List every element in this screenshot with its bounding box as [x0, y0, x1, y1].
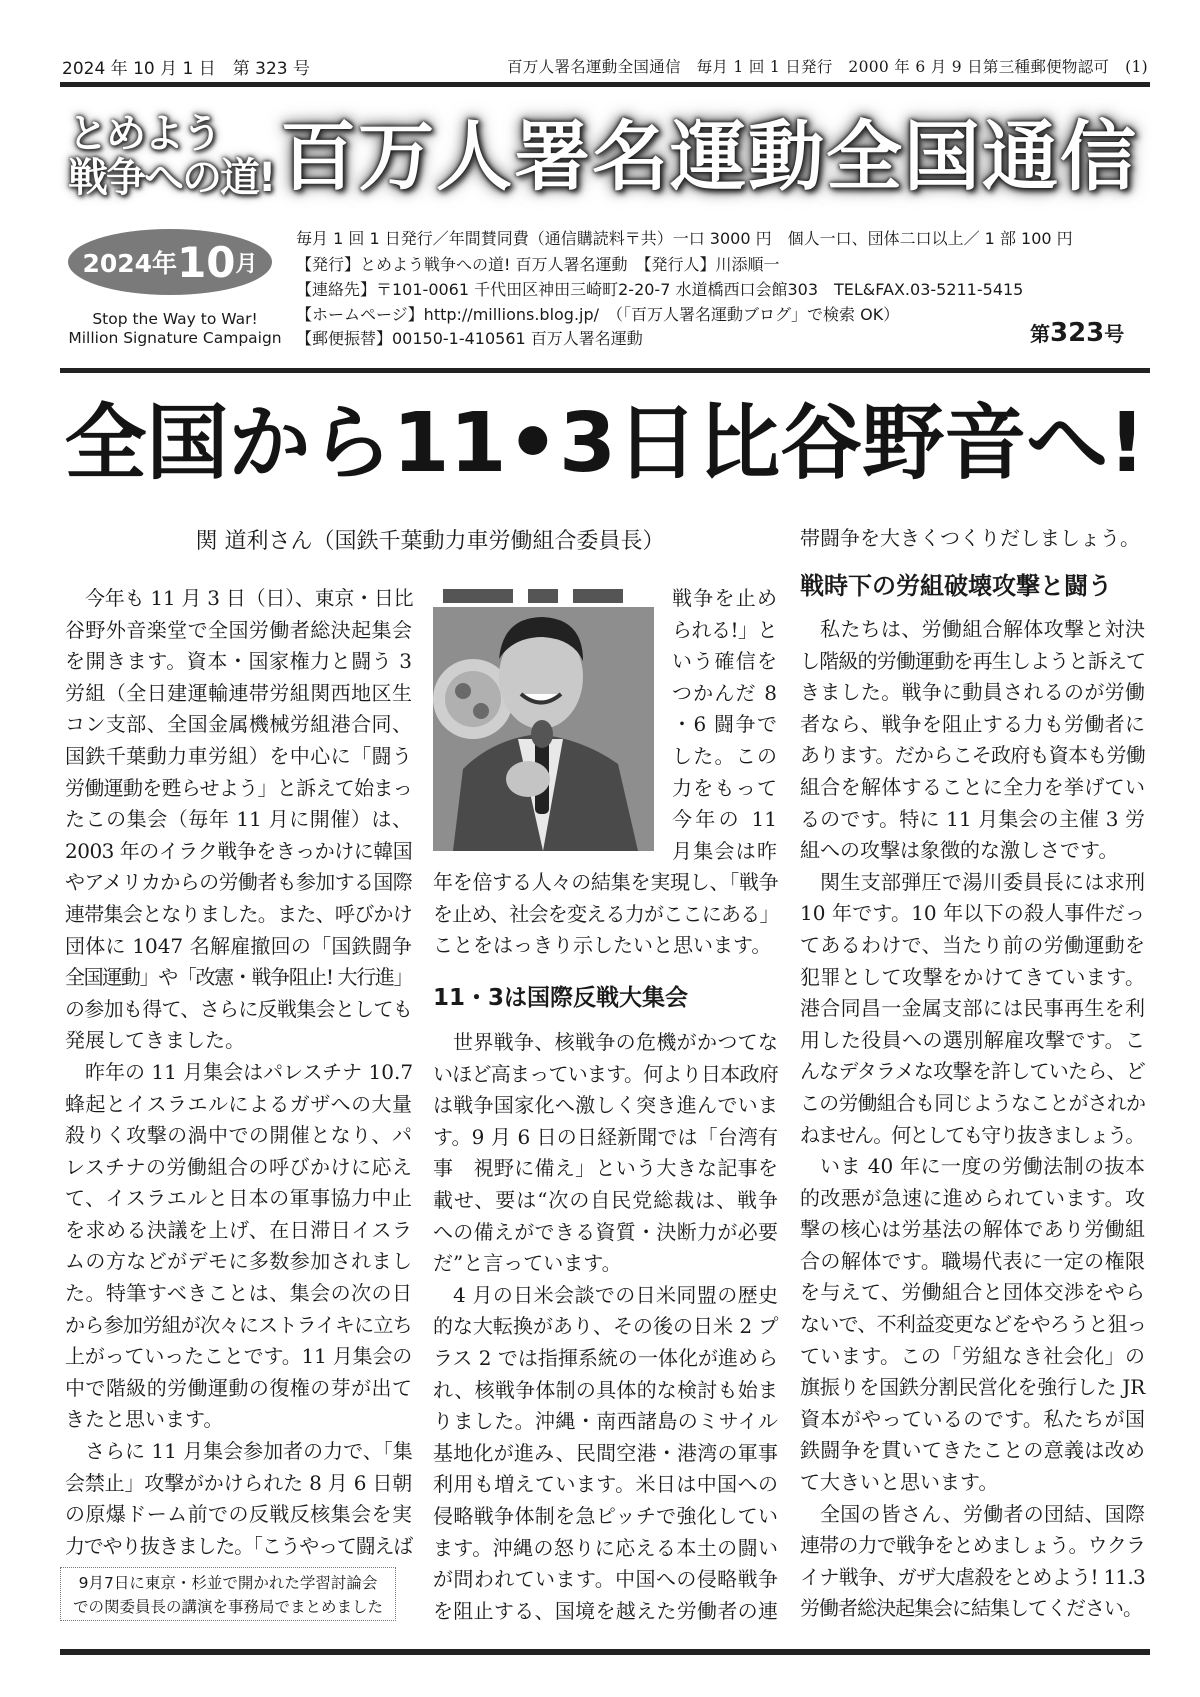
text-line: 旗振りを国鉄分割民営化を強行した JR [800, 1375, 1145, 1400]
editor-note [60, 1567, 396, 1621]
text-line: イナ戦争、ガザ大虐殺をとめよう! 11.3 [800, 1564, 1145, 1589]
text-line: 港合同昌一金属支部には民事再生を利 [800, 996, 1145, 1021]
subheading-union-defense: 戦時下の労組破壊攻撃と闘う [800, 572, 1112, 600]
text-line: 国鉄千葉動力車労組）を中心に「闘う [65, 743, 412, 768]
text-line: ことをはっきり示したいと思います。 [433, 933, 772, 958]
column-1 [65, 583, 412, 1562]
text-line: 全国運動」や「改憲・戦争阻止! 大行進」 [65, 965, 412, 990]
text-line: 的改悪が急速に進められています。攻 [800, 1185, 1145, 1210]
text-line: 基地化が進み、民間空港・港湾の軍事 [433, 1440, 778, 1465]
text-line: 私たちは、労働組合解体攻撃と対決 [820, 617, 1145, 641]
subheading-international-rally: 11・3は国際反戦大集会 [433, 985, 689, 1011]
text-line: 者なら、戦争を阻止する力も労働者に [800, 711, 1145, 736]
text-line: ないで、不利益変更などをやろうと狙っ [800, 1312, 1147, 1337]
text-line: した。この [672, 743, 777, 768]
text-line: 月集会は昨 [672, 838, 777, 863]
text-line: 利用も増えています。米日は中国への [433, 1472, 778, 1497]
text-line: 鉄闘争を貫いてきたことの意義は改め [800, 1438, 1145, 1463]
text-line: 連帯集会となりました。また、呼びかけ [65, 901, 412, 926]
text-line: きたと思います。 [65, 1407, 224, 1432]
text-line: 組合を解体することに全力を挙げてい [800, 774, 1145, 799]
text-line: の原爆ドーム前での反戦反核集会を実 [65, 1502, 412, 1527]
text-line: やアメリカからの労働者も参加する国際 [65, 870, 412, 895]
text-line: 労働運動を甦らせよう」と訴えて始まっ [65, 775, 412, 800]
column-3-body [800, 614, 1145, 1625]
text-line: コン支部、全国金属機械労組港合同、 [65, 712, 412, 737]
column-3-top [800, 523, 1145, 555]
text-line: を求める決議を上げ、在日滞日イスラ [65, 1217, 412, 1242]
publication-info: 百万人署名運動全国通信 毎月 1 回 1 日発行 2000 年 6 月 9 日第三種郵便物認可 (1) [507, 58, 1148, 76]
text-line: あります。だからこそ政府も資本も労働 [800, 743, 1145, 768]
text-line: ・6 闘争で [672, 712, 777, 737]
text-line: いう確信を [672, 649, 777, 674]
issue-prefix: 第 [1030, 322, 1050, 346]
text-line: し階級的労働運動を再生しようと訴えて [800, 648, 1145, 673]
speaker-photo [433, 589, 654, 851]
text-line: 今年の 11 [672, 807, 777, 832]
text-line: 的な大転換があり、その後の日米 2 プ [433, 1314, 779, 1339]
text-line: 犯罪として攻撃をかけてきています。 [800, 964, 1145, 989]
masthead-slogan [68, 112, 278, 200]
info-line: 【郵便振替】00150-1-410561 百万人署名運動 [296, 329, 643, 348]
text-line: の参加も得て、さらに反戦集会としても [65, 996, 412, 1021]
text-line: 昨年の 11 月集会はパレスチナ 10.7 [85, 1059, 414, 1084]
text-line: 連帯の力で戦争をとめましょう。ウクラ [800, 1533, 1145, 1558]
text-line: 労働者総決起集会に結集してください。 [800, 1596, 1142, 1621]
text-line: 組への攻撃は象徴的な激しさです。 [800, 838, 1119, 863]
speaker-photo-image [433, 589, 654, 851]
text-line: を阻止する、国境を越えた労働者の連 [433, 1598, 778, 1623]
text-line: んなデタラメな攻撃を許していたら、ど [800, 1059, 1145, 1084]
badge-month-unit: 月 [235, 251, 258, 277]
text-line: た。特筆すべきことは、集会の次の日 [65, 1281, 412, 1306]
text-line: 会禁止」攻撃がかけられた 8 月 6 日朝 [65, 1470, 412, 1495]
headline: 全国から11•3日比谷野音へ! [64, 396, 1146, 491]
text-line: 力をもって [672, 775, 777, 800]
text-line: 蜂起とイスラエルによるガザへの大量 [65, 1091, 412, 1116]
text-line: 用した役員への選別解雇攻撃です。こ [800, 1027, 1145, 1052]
text-line: ねません。何としても守り抜きましょう。 [800, 1122, 1144, 1147]
text-line: 侵略戦争体制を急ピッチで強化してい [433, 1503, 778, 1528]
english-slogan: Stop the Way to War! [92, 310, 258, 328]
text-line: 資本がやっているのです。私たちが国 [800, 1406, 1145, 1431]
text-line: きました。戦争に動員されるのが労働 [800, 680, 1145, 705]
text-line: いほど高まっています。何より日本政府 [433, 1061, 778, 1086]
text-line: 戦争を止め [672, 586, 777, 610]
text-line: 今年も 11 月 3 日（日）、東京・日比 [85, 586, 414, 610]
text-line: への備えができる資質・決断力が必要 [433, 1219, 778, 1244]
text-line: さらに 11 月集会参加者の力で、「集 [85, 1439, 413, 1464]
text-line: を開きます。資本・国家権力と闘う 3 [65, 649, 412, 674]
english-org-name: Million Signature Campaign [68, 329, 282, 347]
text-line: ムの方などがデモに多数参加されまし [65, 1249, 412, 1274]
text-line: 殺りく攻撃の渦中での開催となり、パ [65, 1123, 412, 1148]
text-line: 団体に 1047 名解雇撤回の「国鉄闘争 [65, 933, 412, 958]
text-line: 全国の皆さん、労働者の団結、国際 [820, 1501, 1145, 1526]
issue-month-badge [68, 229, 272, 295]
text-line: 上がっていったことです。11 月集会の [65, 1344, 412, 1369]
masthead-rule [60, 368, 1150, 373]
info-line: 毎月 1 回 1 日発行／年間賛同費（通信購読料〒共）一口 3000 円 個人一口、団体二口以上／ 1 部 100 円 [296, 229, 1073, 248]
bottom-rule [60, 1649, 1150, 1655]
text-line: 発展してきました。 [65, 1028, 245, 1053]
editor-note-line-1: 9月7日に東京・杉並で開かれた学習討論会 [78, 1574, 378, 1592]
slogan-line-1: とめよう [68, 111, 220, 157]
text-line: を止め、社会を変える力がここにある」 [433, 901, 779, 926]
issue-date: 2024 年 10 月 1 日 第 323 号 [62, 59, 310, 79]
text-line: られる!」と [672, 617, 778, 642]
text-line: 合の解体です。職場代表に一定の権限 [800, 1248, 1145, 1273]
text-line: 力でやり抜きました。「こうやって闘えば [65, 1533, 412, 1558]
slogan-line-2: 戦争への道! [68, 155, 275, 201]
text-line: を与えて、労働組合と団体交渉をやら [800, 1280, 1145, 1305]
text-line: 載せ、要は“次の自民党総裁は、戦争 [433, 1187, 778, 1212]
text-line: いま 40 年に一度の労働法制の抜本 [820, 1154, 1145, 1179]
text-line: 年を倍する人々の結集を実現し、「戦争 [433, 870, 779, 894]
text-line: す。9 月 6 日の日経新聞では「台湾有 [433, 1124, 778, 1149]
text-line: ます。沖縄の怒りに応える本土の闘い [433, 1535, 778, 1560]
text-line: 中で階級的労働運動の復権の芽が出て [65, 1375, 412, 1400]
text-line: この労働組合も同じようなことがされか [800, 1090, 1145, 1115]
text-line: 関生支部弾圧で湯川委員長には求刑 [820, 869, 1145, 894]
badge-month: 10 [177, 237, 236, 287]
text-line: 事 視野に備え」という大きな記事を [433, 1156, 778, 1181]
info-line: 【ホームページ】http://millions.blog.jp/ （「百万人署名運動ブログ」で検索 OK） [296, 305, 900, 324]
masthead-title: 百万人署名運動全国通信 [280, 112, 1138, 201]
text-line: レスチナの労働組合の呼びかけに応え [65, 1154, 412, 1179]
text-line: 撃の核心は労基法の解体であり労働組 [800, 1217, 1145, 1242]
badge-year: 2024年 [82, 249, 178, 278]
text-line: たこの集会（毎年 11 月に開催）は、 [65, 807, 412, 832]
text-line: 帯闘争を大きくつくりだしましょう。 [800, 526, 1140, 550]
text-line: て、イスラエルと日本の軍事協力中止 [65, 1186, 412, 1211]
text-line: 10 年です。10 年以下の殺人事件だっ [800, 901, 1145, 926]
text-line: は戦争国家化へ激しく突き進んでいま [433, 1093, 778, 1118]
column-2-wrap-text [672, 583, 777, 867]
byline: 関 道利さん（国鉄千葉動力車労働組合委員長） [195, 529, 665, 554]
text-line: て大きいと思います。 [800, 1470, 999, 1495]
text-line: 谷野外音楽堂で全国労働者総決起集会 [65, 617, 412, 642]
text-line: から参加労組が次々にストライキに立ち [65, 1312, 412, 1337]
text-line: 労組（全日建運輸連帯労組関西地区生 [65, 680, 412, 705]
text-line: ています。この「労組なき社会化」の [800, 1343, 1145, 1368]
editor-note-line-2: での関委員長の講演を事務局でまとめました [72, 1598, 383, 1616]
top-rule [60, 82, 1150, 87]
text-line: 4 月の日米会談での日米同盟の歴史 [453, 1282, 778, 1307]
text-line: 2003 年のイラク戦争をきっかけに韓国 [65, 838, 413, 863]
text-line: てあるわけで、当たり前の労働運動を [800, 932, 1145, 957]
column-2-text [433, 867, 778, 962]
text-line: だ”と言っています。 [433, 1251, 622, 1276]
text-line: れ、核戦争体制の具体的な検討も始ま [433, 1377, 778, 1402]
info-line: 【発行】とめよう戦争への道! 百万人署名運動 【発行人】川添順一 [296, 255, 780, 274]
text-line: りました。沖縄・南西諸島のミサイル [433, 1409, 778, 1434]
column-2-body [433, 1027, 778, 1627]
issue-number-value: 323 [1050, 318, 1105, 348]
text-line: が問われています。中国への侵略戦争 [433, 1567, 778, 1592]
text-line: るのです。特に 11 月集会の主催 3 労 [800, 806, 1145, 831]
issue-number [1030, 318, 1124, 348]
issue-suffix: 号 [1104, 322, 1125, 346]
info-line: 【連絡先】〒101-0061 千代田区神田三崎町2-20-7 水道橋西口会館303 TEL&FAX.03-5211-5415 [296, 280, 1024, 299]
text-line: ラス 2 では指揮系統の一体化が進めら [433, 1345, 778, 1370]
text-line: つかんだ 8 [672, 680, 777, 705]
text-line: 世界戦争、核戦争の危機がかつてな [453, 1030, 778, 1054]
